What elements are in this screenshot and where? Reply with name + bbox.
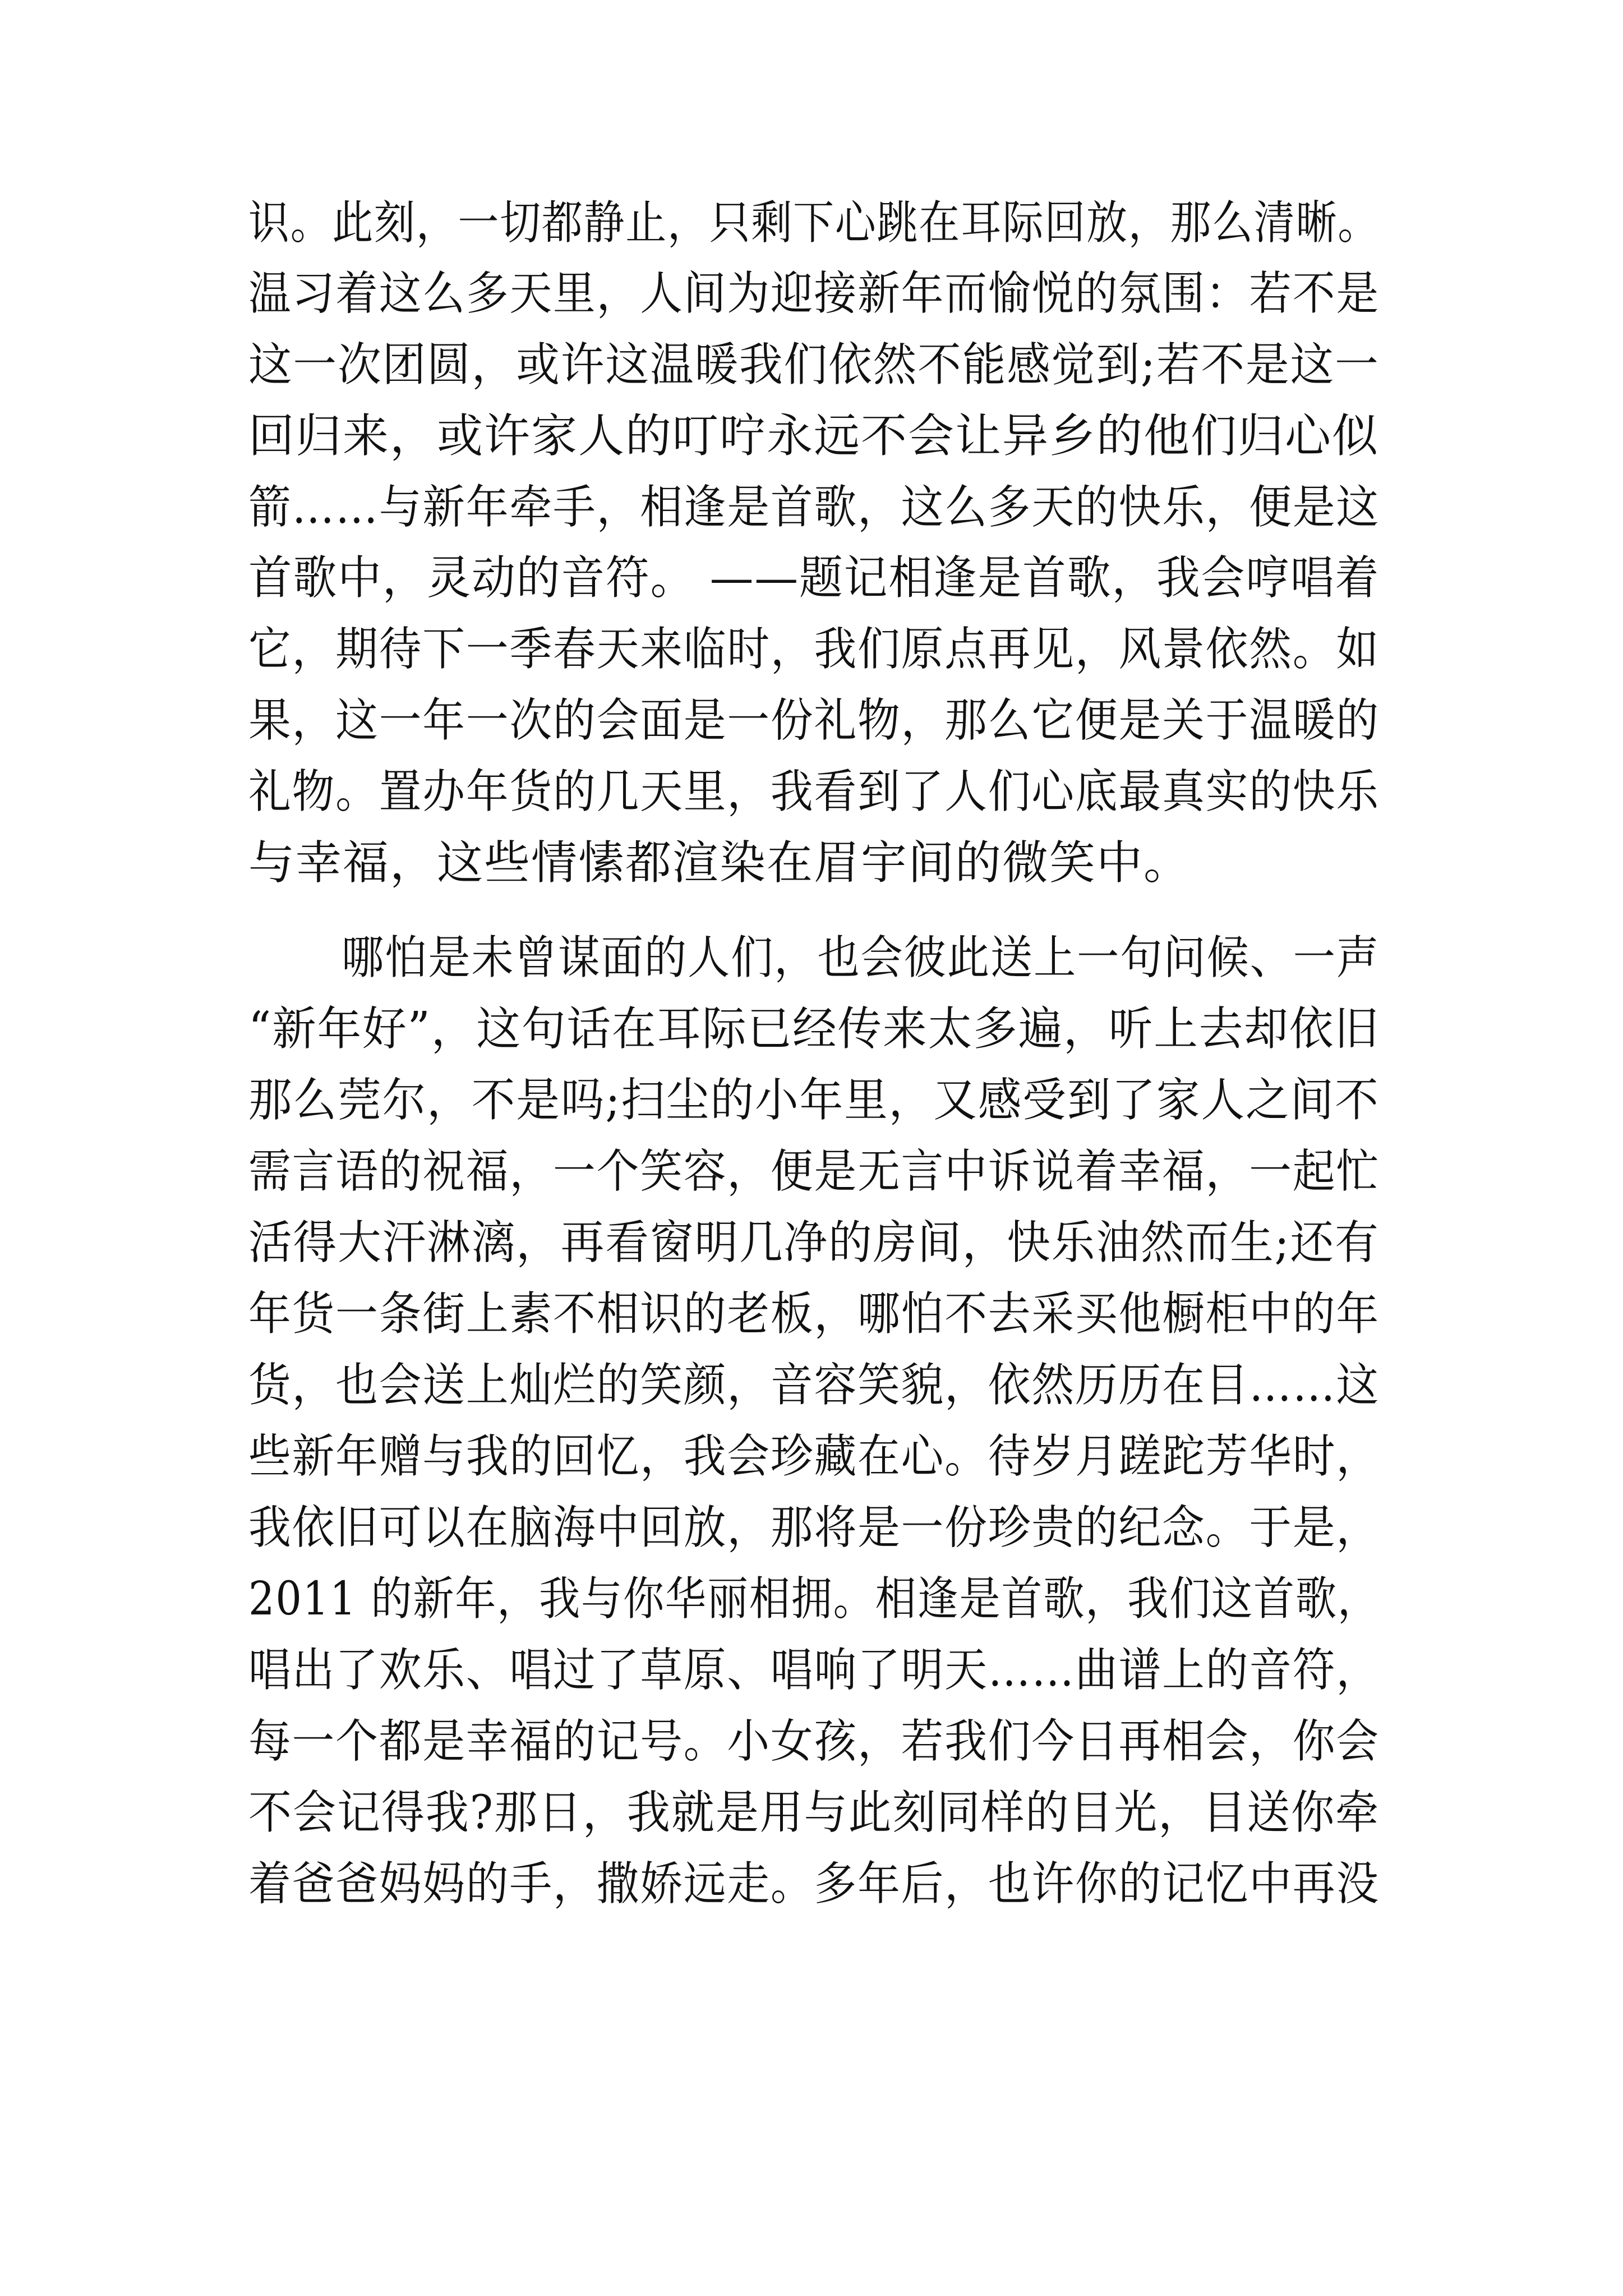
text-line: 不会记得我?那日，我就是用与此刻同样的目光，目送你牵 (248, 1786, 1380, 1839)
text-line: 年货一条街上素不相识的老板，哪怕不去采买他橱柜中的年 (248, 1287, 1380, 1341)
text-line: 2011 的新年，我与你华丽相拥。相逢是首歌，我们这首歌， (248, 1572, 1380, 1626)
text-line: 首歌中，灵动的音符。 ——题记相逢是首歌，我会哼唱着 (248, 551, 1380, 605)
text-line: 果，这一年一次的会面是一份礼物，那么它便是关于温暖的 (248, 694, 1380, 747)
text-line: 我依旧可以在脑海中回放，那将是一份珍贵的纪念。于是， (248, 1501, 1380, 1554)
text-line: 唱出了欢乐、唱过了草原、唱响了明天……曲谱上的音符， (248, 1644, 1380, 1697)
text-line: 识。此刻，一切都静止，只剩下心跳在耳际回放，那么清晰。 (248, 196, 1380, 250)
text-line: 些新年赠与我的回忆，我会珍藏在心。待岁月蹉跎芳华时， (248, 1430, 1380, 1483)
text-line: 需言语的祝福，一个笑容，便是无言中诉说着幸福，一起忙 (248, 1145, 1380, 1198)
text-line: 每一个都是幸福的记号。小女孩，若我们今日再相会，你会 (248, 1715, 1380, 1768)
text-line: 这一次团圆，或许这温暖我们依然不能感觉到;若不是这一 (248, 338, 1380, 392)
text-line: “新年好”，这句话在耳际已经传来太多遍，听上去却依旧 (248, 1002, 1380, 1056)
text-line: 温习着这么多天里，人间为迎接新年而愉悦的氛围：若不是 (248, 267, 1380, 320)
text-line: 礼物。置办年货的几天里，我看到了人们心底最真实的快乐 (248, 765, 1380, 818)
text-line: 那么莞尔，不是吗;扫尘的小年里，又感受到了家人之间不 (248, 1074, 1380, 1127)
text-line: 箭……与新年牵手，相逢是首歌，这么多天的快乐，便是这 (248, 481, 1380, 534)
text-line: 活得大汗淋漓，再看窗明几净的房间，快乐油然而生;还有 (248, 1216, 1380, 1269)
text-line: 着爸爸妈妈的手，撒娇远走。多年后，也许你的记忆中再没 (248, 1857, 1380, 1911)
text-line: 与幸福，这些情愫都渲染在眉宇间的微笑中。 (248, 836, 1191, 890)
text-line: 回归来，或许家人的叮咛永远不会让异乡的他们归心似 (248, 409, 1380, 463)
text-line: 它，期待下一季春天来临时，我们原点再见，风景依然。如 (248, 623, 1380, 676)
paragraph-first-line: 哪怕是未曾谋面的人们，也会彼此送上一句问候、一声 (342, 931, 1380, 984)
text-line: 货，也会送上灿烂的笑颜，音容笑貌，依然历历在目……这 (248, 1359, 1380, 1412)
